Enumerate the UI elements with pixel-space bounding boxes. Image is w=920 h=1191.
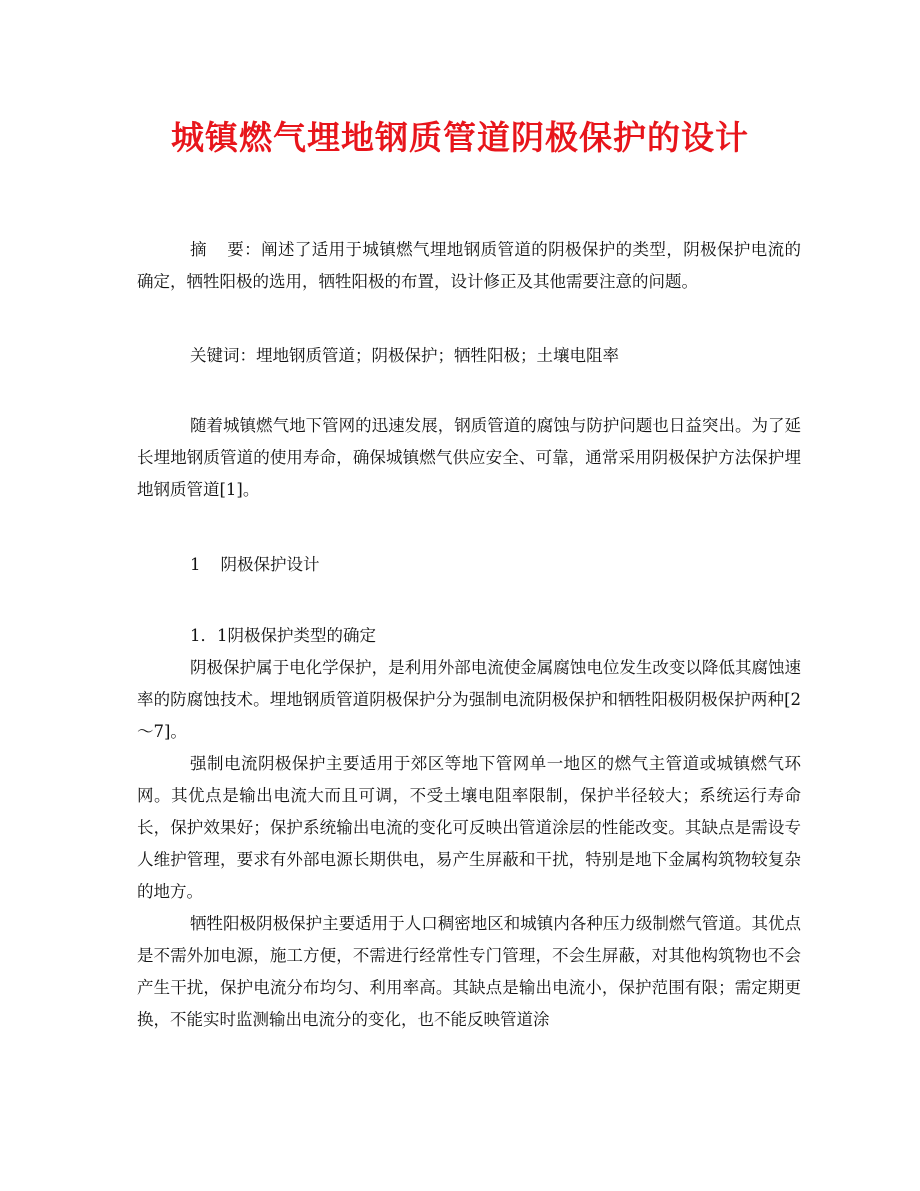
section-title: 阴极保护设计 xyxy=(220,555,320,574)
section-heading-1-1: 1．1阴极保护类型的确定 xyxy=(190,626,376,645)
abstract-label-a: 摘 xyxy=(190,240,207,259)
body-text xyxy=(137,652,801,1036)
intro-paragraph: 随着城镇燃气地下管网的迅速发展，钢质管道的腐蚀与防护问题也日益突出。为了延长埋地钢质管道的使用寿命，确保城镇燃气供应安全、可靠，通常采用阴极保护方法保护埋地钢质管道[1]。 xyxy=(137,416,801,499)
abstract-text: 阐述了适用于城镇燃气埋地钢质管道的阴极保护的类型，阴极保护电流的确定，牺牲阳极的选用，牺牲阳极的布置，设计修正及其他需要注意的问题。 xyxy=(137,240,802,291)
paragraph: 阴极保护属于电化学保护，是利用外部电流使金属腐蚀电位发生改变以降低其腐蚀速率的防腐蚀技术。埋地钢质管道阴极保护分为强制电流阴极保护和牺牲阳极阴极保护两种[2～7]。 xyxy=(137,658,801,741)
keywords-label: 关键词： xyxy=(190,346,256,365)
paragraph: 强制电流阴极保护主要适用于郊区等地下管网单一地区的燃气主管道或城镇燃气环网。其优点是输出电流大而且可调，不受土壤电阻率限制，保护半径较大；系统运行寿命长，保护效果好；保护系统输出电流的变化可反映出管道涂层的性能改变。其缺点是需设专人维护管理，要求有外部电源长期供电，易产生屏蔽和干扰，特别是地下金属构筑物较复杂的地方。 xyxy=(137,754,801,901)
document-title: 城镇燃气埋地钢质管道阴极保护的设计 xyxy=(171,118,749,157)
abstract xyxy=(137,234,801,298)
section-heading-1 xyxy=(137,549,801,581)
abstract-label-b: 要： xyxy=(226,240,262,259)
keywords xyxy=(137,340,801,372)
keywords-text: 埋地钢质管道；阴极保护；牺牲阳极；土壤电阻率 xyxy=(256,346,619,365)
section-number: 1 xyxy=(190,555,201,574)
paragraph: 牺牲阳极阴极保护主要适用于人口稠密地区和城镇内各种压力级制燃气管道。其优点是不需外加电源，施工方便，不需进行经常性专门管理，不会生屏蔽，对其他构筑物也不会产生干扰，保护电流分布均匀、利用率高。其缺点是输出电流小，保护范围有限；需定期更换，不能实时监测输出电流分的变化，也不能反映管道涂 xyxy=(137,914,801,1029)
